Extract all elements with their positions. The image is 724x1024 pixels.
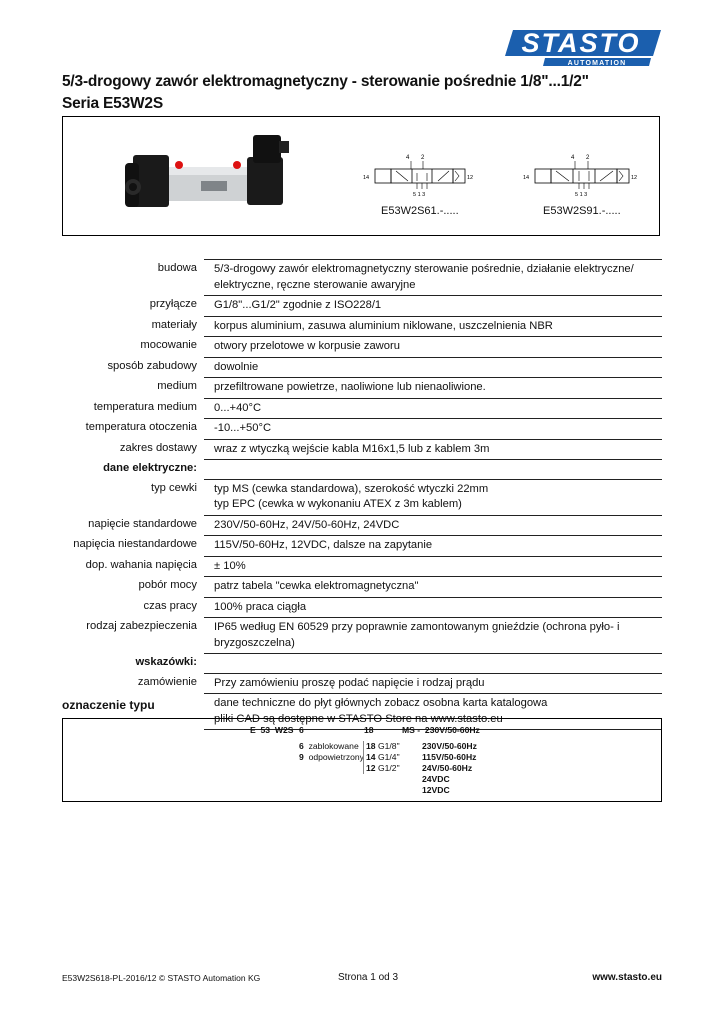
option-b-row: 14 G1/4" (366, 752, 400, 762)
option-c-row: 230V/50-60Hz (422, 741, 477, 751)
typecode-title: oznaczenie typu (62, 698, 155, 712)
option-a-row: 9 odpowietrzony (299, 752, 364, 762)
spec-label: temperatura medium (93, 400, 197, 413)
pneumatic-symbol-91 (523, 151, 641, 201)
spec-row (62, 479, 662, 515)
spec-label: pobór mocy (138, 579, 197, 591)
svg-text:2: 2 (586, 155, 590, 161)
spec-row (62, 535, 662, 556)
spec-value: dowolnie (204, 357, 662, 378)
spec-row (62, 459, 662, 479)
typecode-prefix: E 53 W2S (250, 725, 294, 735)
spec-row (62, 398, 662, 419)
spec-label: dop. wahania napięcia (85, 558, 197, 571)
spec-row (62, 617, 662, 653)
typecode-box (62, 718, 662, 802)
svg-text:STASTO: STASTO (521, 28, 641, 58)
svg-text:12: 12 (467, 175, 474, 181)
typecode-options-c (422, 741, 477, 796)
spec-label: napięcie standardowe (88, 517, 197, 530)
typecode-options-a (299, 741, 364, 763)
spec-value: G1/8"...G1/2" zgodnie z ISO228/1 (204, 295, 662, 316)
footer-docid: E53W2S618-PL-2016/12 © STASTO Automation KG (62, 973, 261, 983)
spec-value: typ MS (cewka standardowa), szerokość wtyczki 22mm typ EPC (cewka w wykonaniu ATEX z 3m kablem) (204, 479, 662, 515)
spec-value: 230V/50-60Hz, 24V/50-60Hz, 24VDC (204, 515, 662, 536)
spec-row (62, 576, 662, 597)
spec-row (62, 673, 662, 694)
svg-text:14: 14 (363, 175, 370, 181)
spec-value: przefiltrowane powietrze, naoliwione lub nienaoliwione. (204, 377, 662, 398)
spec-value: otwory przelotowe w korpusie zaworu (204, 336, 662, 357)
svg-text:4: 4 (406, 155, 410, 161)
spec-row (62, 295, 662, 316)
spec-value: IP65 według EN 60529 przy poprawnie zamontowanym gnieździe (ochrona pyło- i bryzgoszczelna) (204, 617, 662, 653)
option-b-row: 18 G1/8" (366, 741, 400, 751)
spec-row (62, 515, 662, 536)
product-figure-box (62, 116, 660, 236)
spec-value: korpus aluminium, zasuwa aluminium niklowane, uszczelnienia NBR (204, 316, 662, 337)
spec-label: budowa (157, 262, 197, 274)
title-line-2: Seria E53W2S (62, 95, 163, 112)
spec-row (62, 439, 662, 460)
spec-label: sposób zabudowy (107, 359, 197, 372)
footer-website-link[interactable]: www.stasto.eu (592, 972, 662, 983)
option-c-row: 115V/50-60Hz (422, 752, 477, 762)
svg-text:12: 12 (631, 175, 638, 181)
option-c-row: 24V/50-60Hz (422, 763, 473, 773)
svg-text:4: 4 (571, 155, 575, 161)
typecode-options-b (363, 741, 400, 774)
spec-label: przyłącze (149, 298, 197, 310)
svg-text:5 1 3: 5 1 3 (575, 192, 588, 198)
spec-row (62, 653, 662, 673)
spec-value: -10...+50°C (204, 418, 662, 439)
spec-value: 0...+40°C (204, 398, 662, 419)
spec-label: zamówienie (137, 675, 197, 688)
spec-row (62, 316, 662, 337)
title-line-1: 5/3-drogowy zawór elektromagnetyczny - sterowanie pośrednie 1/8"...1/2" (62, 73, 589, 90)
pneumatic-symbol-61 (363, 151, 481, 201)
option-b-row: 12 G1/2" (366, 763, 400, 773)
spec-value: dane techniczne do płyt głównych zobacz osobna karta katalogowa pliki CAD są dostępne w STASTO Store na www.stasto.eu (204, 693, 662, 730)
option-a-row: 6 zablokowane (299, 741, 359, 751)
symbol-caption-91: E53W2S91.-..... (543, 205, 621, 217)
spec-row (62, 259, 662, 295)
spec-label: typ cewki (150, 481, 197, 494)
spec-label: medium (157, 380, 197, 392)
footer-page-number: Strona 1 od 3 (338, 972, 399, 983)
spec-value (204, 459, 662, 479)
spec-row (62, 597, 662, 618)
option-c-row: 12VDC (422, 785, 450, 795)
spec-value: patrz tabela "cewka elektromagnetyczna" (204, 576, 662, 597)
spec-label: czas pracy (143, 599, 197, 612)
stasto-logo (505, 26, 663, 68)
spec-label: materiały (151, 318, 197, 331)
spec-row (62, 357, 662, 378)
spec-label: napięcia niestandardowe (73, 538, 197, 550)
option-c-row: 24VDC (422, 774, 450, 784)
spec-label: wskazówki: (135, 656, 197, 668)
spec-row (62, 377, 662, 398)
spec-value: Przy zamówieniu proszę podać napięcie i rodzaj prądu (204, 673, 662, 694)
spec-row (62, 336, 662, 357)
page-title (62, 71, 589, 115)
spec-label: rodzaj zabezpieczenia (86, 620, 197, 632)
spec-label: mocowanie (140, 339, 197, 351)
spec-row (62, 418, 662, 439)
svg-text:2: 2 (421, 155, 425, 161)
spec-value: 100% praca ciągła (204, 597, 662, 618)
spec-label: temperatura otoczenia (85, 421, 197, 433)
typecode-b: 18 (364, 725, 374, 735)
spec-label: zakres dostawy (119, 441, 197, 454)
spec-value: 5/3-drogowy zawór elektromagnetyczny sterowanie pośrednie, działanie elektryczne/ elektryczne, ręczne sterowanie awaryjne (204, 259, 662, 295)
typecode-c: MS - 230V/50-60Hz (402, 725, 480, 735)
svg-text:AUTOMATION: AUTOMATION (567, 60, 627, 67)
symbol-caption-61: E53W2S61.-..... (381, 205, 459, 217)
spec-row (62, 556, 662, 577)
valve-product-image (103, 127, 303, 222)
typecode-a: 6 (299, 725, 304, 735)
spec-value (204, 653, 662, 673)
spec-value: wraz z wtyczką wejście kabla M16x1,5 lub z kablem 3m (204, 439, 662, 460)
spec-label: dane elektryczne: (103, 462, 197, 474)
svg-text:14: 14 (523, 175, 530, 181)
svg-text:5 1 3: 5 1 3 (413, 192, 426, 198)
spec-value: 115V/50-60Hz, 12VDC, dalsze na zapytanie (204, 535, 662, 556)
spec-value: ± 10% (204, 556, 662, 577)
specifications-table (62, 259, 662, 730)
